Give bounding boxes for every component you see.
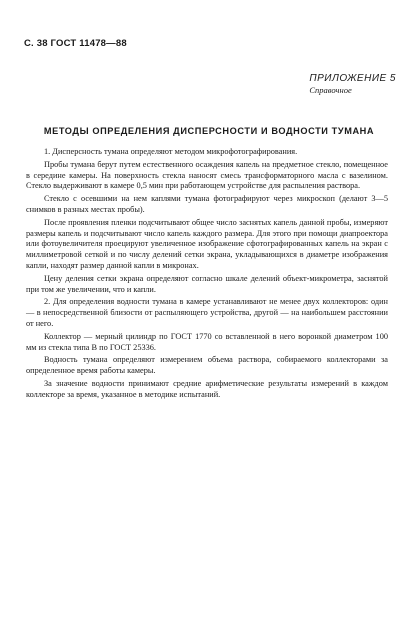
paragraph: Стекло с осевшими на нем каплями тумана фотографируют через микроскоп (делают 3—5 снимков в разных местах пробы).: [26, 194, 388, 214]
paragraph: Водность тумана определяют измерением объема раствора, собираемого коллекторами за определенное время работы камеры.: [26, 355, 388, 376]
section-title: МЕТОДЫ ОПРЕДЕЛЕНИЯ ДИСПЕРСНОСТИ И ВОДНОСТИ ТУМАНА: [43, 126, 375, 136]
paragraph: После проявления пленки подсчитывают общее число заснятых капель данной пробы, измеряют размеры капель и подсчитывают число капель каждого размера. Для этого при помощи диапроектора или фотоувеличителя проецируют увеличенное изображение сфотографированных капель на экран с миллиметровой сеткой и по числу делений сетки экрана, укладывающихся в диаметре изображения капли, находят размер данной капли в микронах.: [26, 217, 388, 270]
appendix-label: [309, 73, 396, 95]
paragraph: 1. Дисперсность тумана определяют методом микрофотографирования.: [44, 147, 298, 156]
document-body: [26, 147, 388, 403]
paragraph: Пробы тумана берут путем естественного осаждения капель на предметное стекло, помещенное в середине камеры. На поверхность стекла наносят смесь трансформаторного масла с вазелином. Стекло выдерживают в камере 0,5 мин при работающем устройстве для распыления раствора.: [26, 159, 388, 191]
paragraph: За значение водности принимают средние арифметические результаты измерений в каждом коллекторе за время, указанное в методике испытаний.: [26, 378, 388, 399]
paragraph: 2. Для определения водности тумана в камере устанавливают не менее двух коллекторов: один — в непосредственной близости от распыляющего устройства, другой — на наибольшем расстоянии от него.: [26, 297, 388, 328]
appendix-title: ПРИЛОЖЕНИЕ 5: [309, 73, 396, 84]
paragraph: Коллектор — мерный цилиндр по ГОСТ 1770 со вставленной в него воронкой диаметром 100 мм из стекла типа В по ГОСТ 25336.: [26, 331, 388, 352]
page-header: С. 38 ГОСТ 11478—88: [24, 38, 127, 49]
appendix-subtitle: Справочное: [309, 85, 352, 95]
paragraph: Цену деления сетки экрана определяют согласно шкале делений объект-микрометра, заснятой при том же увеличении, что и капли.: [26, 273, 388, 294]
